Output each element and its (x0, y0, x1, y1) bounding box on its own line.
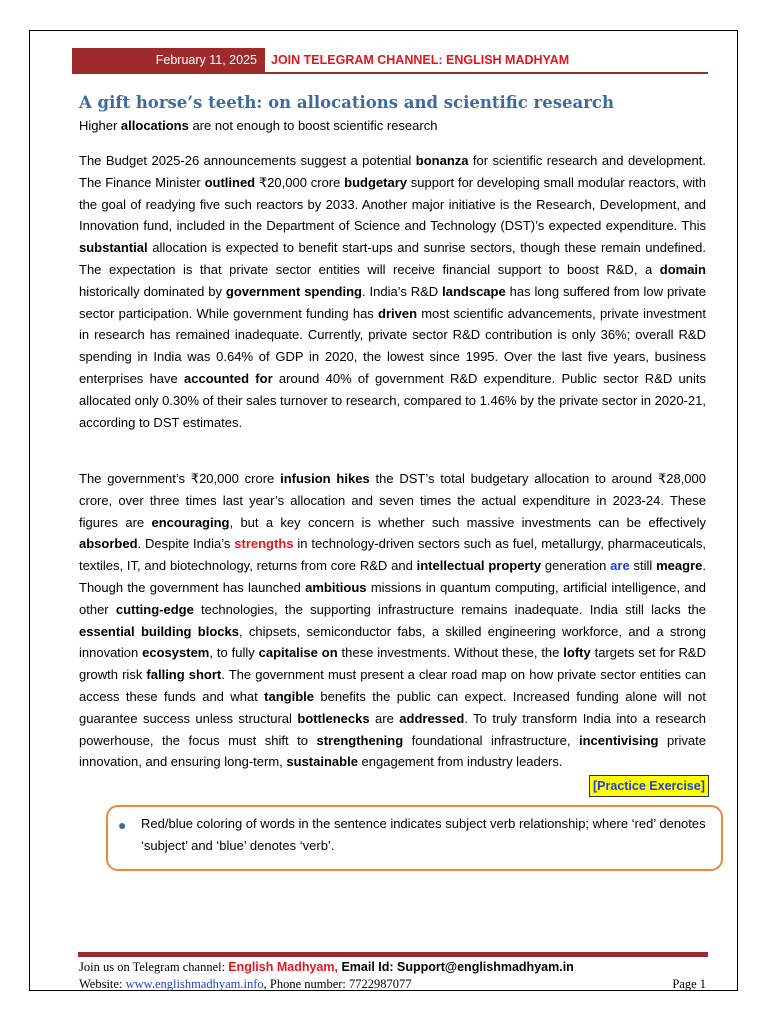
keyword: domain (659, 261, 706, 277)
footer-rule (78, 952, 708, 957)
keyword: landscape (442, 283, 506, 299)
note-box (106, 805, 723, 871)
verb-word: are (610, 558, 630, 574)
keyword: capitalise on (258, 645, 338, 661)
keyword: accounted for (184, 370, 273, 386)
subject-word: strengths (234, 536, 294, 552)
keyword: addressed (399, 710, 465, 726)
keyword: bonanza (415, 153, 469, 168)
footer-contact-line: Join us on Telegram channel: English Madhyam, Email Id: Support@englishmadhyam.in (79, 960, 574, 974)
paragraph-2: The government’s ₹20,000 crore infusion hikes the DST’s total budgetary allocation to around ₹28,000 crore, over three times last year’s allocation and seven times the actual expenditure in 2023-24. These figures are encouraging, but a key concern is whether such massive investments can be effectively absorbed. Despite India’s strengths in technology-driven sectors such as fuel, metallurgy, pharmaceuticals, textiles, IT, and biotechnology, returns from core R&D and intellectual property generation are still meagre. Though the government has launched ambitious missions in quantum computing, artificial intelligence, and other cutting-edge technologies, the supporting infrastructure remains inadequate. India still lacks the essential building blocks, chipsets, semiconductor fabs, a skilled engineering workforce, and a strong innovation ecosystem, to fully capitalise on these investments. Without these, the lofty targets set for R&D growth risk falling short. The government must present a clear road map on how private sector entities can access these funds and what tangible benefits the public can expect. Increased funding alone will not guarantee success unless structural bottlenecks are addressed. To truly transform India into a research powerhouse, the focus must shift to strengthening foundational infrastructure, incentivising private innovation, and ensuring long-term, sustainable engagement from industry leaders. (79, 471, 707, 770)
footer-website-line: Website: www.englishmadhyam.info, Phone number: 7722987077 (79, 977, 412, 991)
bullet-icon: ● (118, 817, 127, 833)
article-title: A gift horse’s teeth: on allocations and scientific research (79, 93, 614, 112)
keyword: bottlenecks (297, 710, 370, 726)
note-text: Red/blue coloring of words in the sentence indicates subject verb relationship; where ‘red’ denotes ‘subject’ and ‘blue’ denotes ‘verb’. (141, 816, 706, 853)
header-telegram-link[interactable]: JOIN TELEGRAM CHANNEL: ENGLISH MADHYAM (271, 53, 570, 67)
keyword: budgetary (344, 174, 407, 190)
keyword: incentivising (579, 732, 659, 748)
keyword: driven (378, 305, 418, 321)
subtitle-keyword: allocations (120, 118, 189, 133)
page-number: Page 1 (672, 977, 706, 991)
footer-channel-link[interactable]: English Madhyam, (228, 960, 338, 974)
keyword: falling short (146, 667, 222, 683)
keyword: intellectual property (416, 558, 542, 574)
keyword: sustainable (286, 754, 358, 770)
header-date: February 11, 2025 (72, 48, 265, 72)
keyword: government spending (225, 283, 362, 299)
footer-website-link[interactable]: www.englishmadhyam.info (125, 977, 264, 991)
keyword: lofty (563, 645, 591, 661)
keyword: tangible (264, 688, 314, 704)
keyword: cutting-edge (115, 601, 194, 617)
keyword: essential building blocks (79, 623, 239, 639)
keyword: substantial (79, 240, 148, 256)
practice-exercise-link[interactable]: [Practice Exercise] (589, 775, 709, 797)
keyword: ambitious (305, 579, 367, 595)
article-subtitle: Higher allocations are not enough to boost scientific research (79, 118, 438, 133)
footer-phone: , Phone number: 7722987077 (263, 977, 412, 991)
keyword: meagre (656, 558, 703, 574)
keyword: outlined (204, 174, 256, 190)
paragraph-1: The Budget 2025-26 announcements suggest a potential bonanza for scientific research and development. The Finance Minister outlined ₹20,000 crore budgetary support for developing small modular reactors, with the goal of readying five such reactors by 2033. Another major initiative is the Research, Development, and Innovation fund, included in the Department of Science and Technology (DST)’s expected expenditure. This substantial allocation is expected to benefit start-ups and sunrise sectors, though these remain undefined. The expectation is that private sector entities will receive financial support to boost R&D, a domain historically dominated by government spending. India’s R&D landscape has long suffered from low private sector participation. While government funding has driven most scientific advancements, private investment in research has remained inadequate. Currently, private sector R&D contribution is only 36%; overall R&D spending in India was 0.64% of GDP in 2020, the lowest since 1995. Over the last five years, business enterprises have accounted for around 40% of government R&D expenditure. Public sector R&D units allocated only 0.30% of their sales turnover to research, compared to 1.46% by the private sector in 2020-21, according to DST estimates. (79, 153, 707, 430)
keyword: absorbed (79, 536, 138, 552)
header-bar (72, 48, 708, 74)
keyword: ecosystem (142, 645, 210, 661)
keyword: encouraging (151, 514, 230, 530)
footer-email[interactable]: Email Id: Support@englishmadhyam.in (337, 960, 574, 974)
keyword: infusion hikes (280, 471, 370, 486)
keyword: strengthening (316, 732, 404, 748)
